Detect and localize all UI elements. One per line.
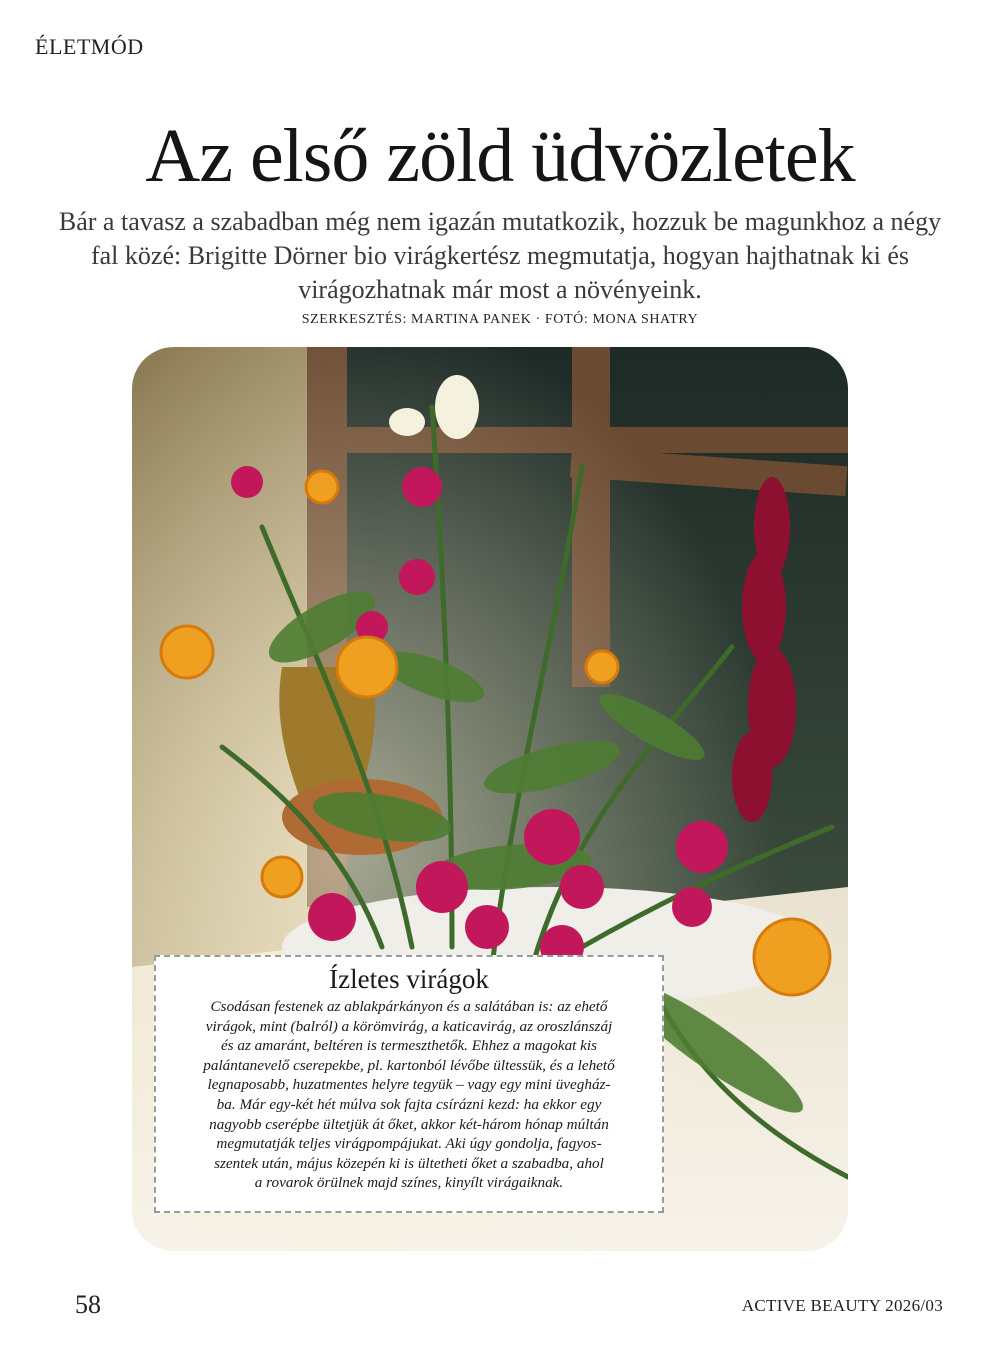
page-number: 58 — [75, 1290, 101, 1319]
sidebar-line: megmutatják teljes virágpompájukat. Aki úgy gondolja, fagyos- — [216, 1135, 602, 1153]
section-label: ÉLETMÓD — [35, 34, 144, 59]
article-title: Az első zöld üdvözletek — [145, 114, 855, 198]
sidebar-line: nagyobb cserépbe ültetjük át őket, akkor két-három hónap múltán — [209, 1115, 609, 1133]
sidebar-line: szentek után, május közepén ki is ültetheti őket a szabadba, ahol — [214, 1154, 604, 1172]
sidebar-line: ba. Már egy-két hét múlva sok fajta csírázni kezd: ha ekkor egy — [216, 1095, 602, 1113]
sidebar-line: virágok, mint (balról) a körömvirág, a katicavirág, az oroszlánszáj — [205, 1017, 613, 1035]
sidebar-line: a rovarok örülnek majd színes, kinyílt virágaiknak. — [254, 1174, 564, 1192]
sidebar-line: legnaposabb, huzatmentes helyre tegyük – vagy egy mini üvegház- — [207, 1076, 611, 1094]
sidebar-body — [168, 997, 650, 1193]
sidebar-line: és az amaránt, beltéren is termeszthetők. Ehhez a magokat kis — [220, 1037, 598, 1055]
magazine-issue: ACTIVE BEAUTY 2026/03 — [741, 1296, 943, 1315]
article-credits: SZERKESZTÉS: MARTINA PANEK · FOTÓ: MONA SHATRY — [301, 312, 699, 327]
sidebar-line: Csodásan festenek az ablakpárkányon és a salátában is: az ehető — [210, 998, 608, 1015]
sidebar-line: palántanevelő cserepekbe, pl. kartonból lévőbe ültessük, és a lehető — [203, 1056, 615, 1074]
sidebar-title: Ízletes virágok — [329, 964, 489, 994]
article-lead: Bár a tavasz a szabadban még nem igazán mutatkozik, hozzuk be magunkhoz a négy fal közé: Brigitte Dörner bio virágkertész megmutatja, hogyan hajthatnak ki és virágozhatnak már most a növényeink. — [58, 207, 942, 304]
sidebar-box — [154, 955, 664, 1213]
